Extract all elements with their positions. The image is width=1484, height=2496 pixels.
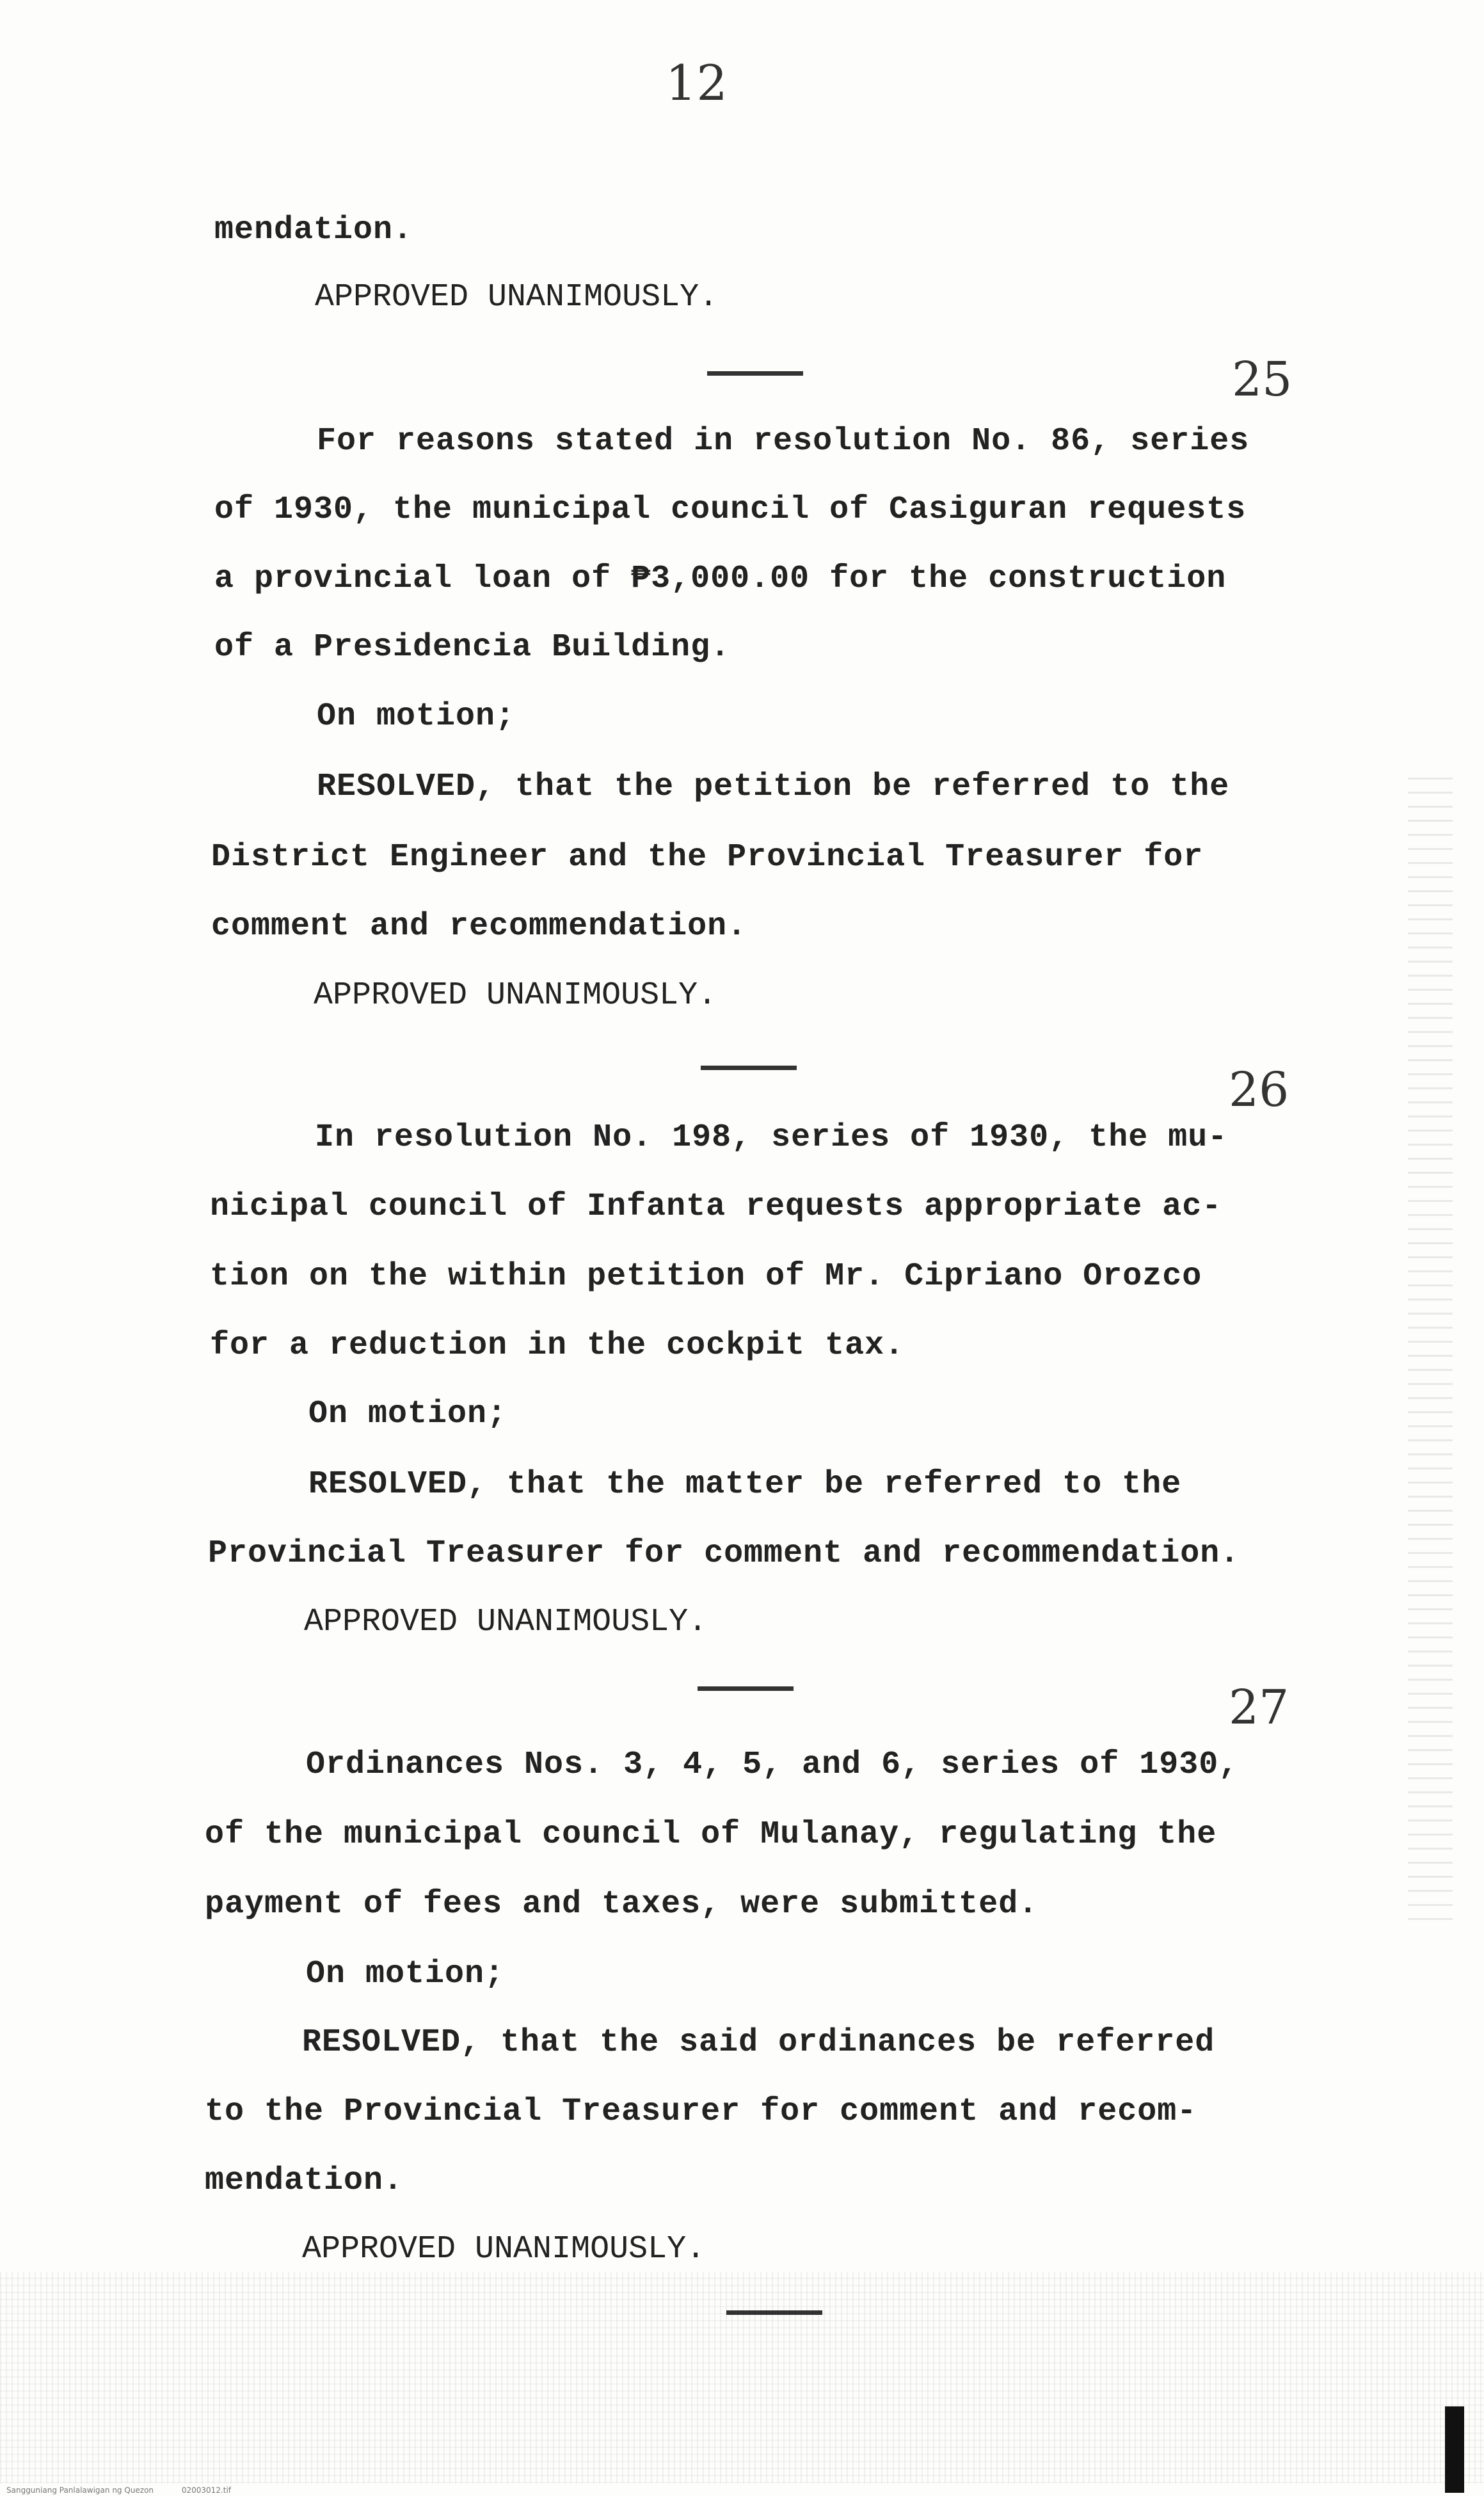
text-line: mendation. [205,2163,404,2199]
text-line: nicipal council of Infanta requests appropriate ac- [210,1188,1222,1225]
section-divider [701,1066,797,1070]
text-line: of the municipal council of Mulanay, regulating the [205,1816,1217,1853]
text-line: For reasons stated in resolution No. 86, series [317,423,1250,460]
text-line: for a reduction in the cockpit tax. [210,1327,905,1364]
text-line: District Engineer and the Provincial Treasurer for [211,839,1204,876]
text-line: of 1930, the municipal council of Casiguran requests [214,492,1247,528]
section-divider [707,371,803,376]
approved-statement: APPROVED UNANIMOUSLY. [302,2231,706,2268]
text-line: comment and recommendation. [211,908,747,945]
approved-statement: APPROVED UNANIMOUSLY. [304,1604,708,1640]
section-divider [698,1686,794,1691]
text-line: RESOLVED, that the said ordinances be referred [302,2024,1215,2061]
text-line: On motion; [306,1956,505,1992]
footer-right: 02003012.tif [181,2486,232,2495]
text-line: of a Presidencia Building. [214,629,731,666]
text-line: On motion; [317,698,516,735]
text-line: RESOLVED, that the petition be referred to the [317,769,1230,805]
text-line: On motion; [308,1396,507,1432]
page-number: 12 [666,54,728,111]
approved-statement: APPROVED UNANIMOUSLY. [314,977,717,1014]
text-line: payment of fees and taxes, were submitted. [205,1886,1039,1923]
scan-edge-noise [1408,768,1453,1920]
item-number: 26 [1229,1062,1289,1117]
text-line: RESOLVED, that the matter be referred to the [308,1466,1182,1503]
text-line: Ordinances Nos. 3, 4, 5, and 6, series of 1930, [306,1747,1239,1783]
footer-left: Sangguniang Panlalawigan ng Quezon [6,2486,154,2495]
scan-footer [6,2486,257,2495]
text-line: Provincial Treasurer for comment and recommendation. [208,1535,1240,1572]
text-line: a provincial loan of ₱3,000.00 for the construction [214,561,1227,597]
scan-speckle [0,2272,1484,2483]
item-number: 27 [1229,1680,1289,1735]
approved-statement: APPROVED UNANIMOUSLY. [315,279,719,316]
binding-edge [1445,2406,1464,2493]
text-line: to the Provincial Treasurer for comment and recom- [205,2093,1197,2130]
item-number: 25 [1232,352,1293,407]
text-line: mendation. [214,212,413,248]
text-line: tion on the within petition of Mr. Cipriano Orozco [210,1258,1202,1295]
text-line: In resolution No. 198, series of 1930, the mu- [315,1119,1228,1156]
